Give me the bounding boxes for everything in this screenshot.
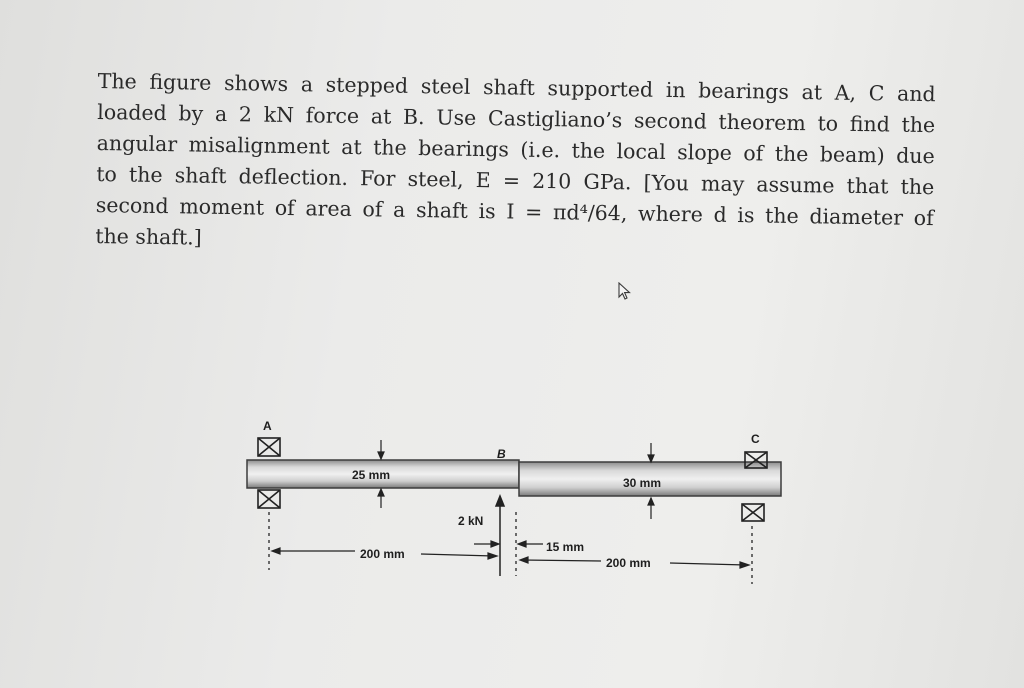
label-a: A — [263, 419, 272, 433]
problem-line-1: The figure shows a stepped steel shaft supported in bearings at A, C and — [97, 68, 936, 107]
dimension-extension-lines — [269, 512, 752, 584]
offset-dimension — [474, 541, 543, 547]
problem-line-4: to the shaft deflection. For steel, E = 210 GPa. [You may assume that the — [96, 161, 935, 200]
label-b: B — [497, 447, 506, 461]
left-span-label: 200 mm — [360, 547, 405, 561]
offset-label: 15 mm — [546, 540, 585, 554]
left-diameter-label: 25 mm — [352, 468, 391, 482]
right-diameter-label: 30 mm — [623, 476, 662, 490]
load-label: 2 kN — [458, 514, 484, 528]
problem-line-2: loaded by a 2 kN force at B. Use Castigliano’s second theorem to find the — [97, 99, 936, 138]
problem-line-5: second moment of area of a shaft is I = πd⁴/64, where d is the diameter of — [95, 192, 934, 231]
problem-line-6: the shaft.] — [95, 223, 202, 250]
label-c: C — [751, 432, 760, 446]
problem-line-3: angular misalignment at the bearings (i.e. the local slope of the beam) due — [96, 130, 935, 169]
load-arrow-icon — [496, 496, 504, 576]
right-span-label: 200 mm — [606, 556, 651, 570]
